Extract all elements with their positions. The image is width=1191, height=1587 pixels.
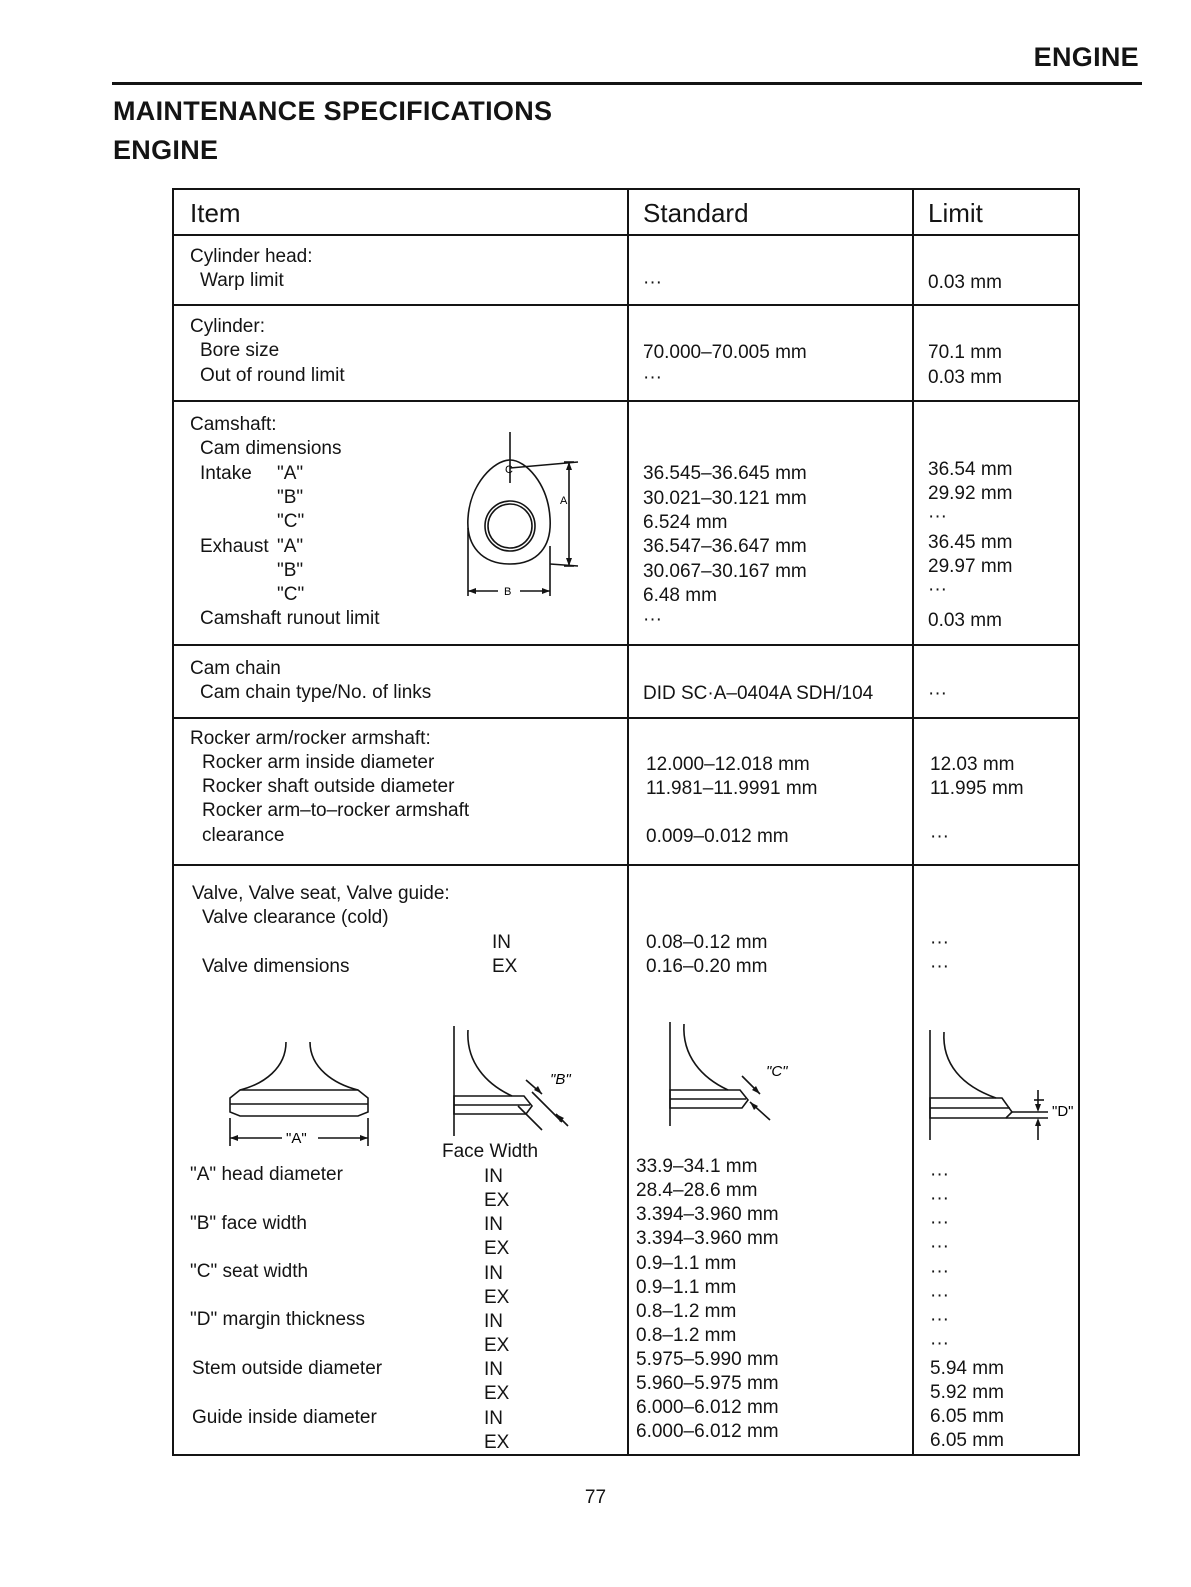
bore-size-label: Bore size bbox=[200, 340, 280, 361]
stem-od-in-limit: 5.94 mm bbox=[930, 1358, 1004, 1379]
camshaft-runout-label: Camshaft runout limit bbox=[200, 608, 380, 629]
exhaust-b-limit: 29.97 mm bbox=[928, 556, 1013, 577]
intake-c-label: "C" bbox=[277, 511, 305, 532]
seat-width-ex-limit: ··· bbox=[930, 1285, 949, 1306]
intake-a-standard: 36.545–36.645 mm bbox=[643, 463, 807, 484]
guide-id-label: Guide inside diameter bbox=[192, 1407, 377, 1428]
header-rule bbox=[112, 82, 1142, 85]
row-divider bbox=[174, 717, 1078, 719]
spec-table bbox=[172, 188, 1080, 1456]
section-header: ENGINE bbox=[1033, 42, 1139, 72]
row-divider bbox=[174, 864, 1078, 866]
head-diameter-in-standard: 33.9–34.1 mm bbox=[636, 1156, 758, 1177]
page-number: 77 bbox=[584, 1487, 607, 1508]
exhaust-label: Exhaust bbox=[200, 536, 269, 557]
intake-b-label: "B" bbox=[277, 487, 304, 508]
valve-clearance-in: IN bbox=[492, 932, 511, 953]
stem-od-ex-limit: 5.92 mm bbox=[930, 1382, 1004, 1403]
bore-size-limit: 70.1 mm bbox=[928, 342, 1002, 363]
rocker-shaft-od-limit: 11.995 mm bbox=[930, 778, 1024, 799]
valve-fig-c-label: "C" bbox=[766, 1063, 788, 1080]
seat-width-label: "C" seat width bbox=[190, 1261, 309, 1282]
cam-fig-b-letter: B bbox=[504, 586, 512, 598]
cam-chain-type-label: Cam chain type/No. of links bbox=[200, 682, 432, 703]
margin-thickness-ex-standard: 0.8–1.2 mm bbox=[636, 1325, 737, 1346]
guide-id-ex-limit: 6.05 mm bbox=[930, 1430, 1004, 1451]
cam-fig-c-letter: C bbox=[505, 464, 513, 476]
cam-chain-type-standard: DID SC·A–0404A SDH/104 bbox=[643, 683, 874, 704]
column-header-standard: Standard bbox=[643, 198, 749, 228]
cylinder-heading: Cylinder: bbox=[190, 316, 265, 337]
face-width-caption: Face Width bbox=[442, 1141, 539, 1162]
intake-b-limit: 29.92 mm bbox=[928, 483, 1013, 504]
column-header-limit: Limit bbox=[928, 198, 983, 228]
camshaft-runout-standard: ··· bbox=[643, 609, 662, 630]
exhaust-b-label: "B" bbox=[277, 560, 304, 581]
rocker-shaft-od-standard: 11.981–11.9991 mm bbox=[646, 778, 818, 799]
guide-id-in: IN bbox=[484, 1408, 503, 1429]
face-width-in-standard: 3.394–3.960 mm bbox=[636, 1204, 779, 1225]
out-of-round-label: Out of round limit bbox=[200, 365, 345, 386]
col-divider-standard bbox=[627, 190, 629, 1454]
valve-fig-b-label: "B" bbox=[550, 1071, 571, 1088]
face-width-label: "B" face width bbox=[190, 1213, 307, 1234]
stem-od-in: IN bbox=[484, 1359, 503, 1380]
valve-clearance-label: Valve clearance (cold) bbox=[202, 907, 389, 928]
camshaft-heading: Camshaft: bbox=[190, 414, 277, 435]
page-title: MAINTENANCE SPECIFICATIONS bbox=[113, 96, 553, 126]
head-diameter-ex-limit: ··· bbox=[930, 1188, 949, 1209]
warp-limit-value: 0.03 mm bbox=[928, 272, 1002, 293]
valve-face-width-diagram bbox=[446, 1022, 596, 1142]
intake-c-standard: 6.524 mm bbox=[643, 512, 728, 533]
valve-clearance-ex: EX bbox=[492, 956, 518, 977]
face-width-in-limit: ··· bbox=[930, 1212, 949, 1233]
intake-b-standard: 30.021–30.121 mm bbox=[643, 488, 807, 509]
face-width-ex: EX bbox=[484, 1238, 510, 1259]
valve-clearance-in-limit: ··· bbox=[930, 932, 949, 953]
seat-width-in: IN bbox=[484, 1263, 503, 1284]
valve-clearance-in-standard: 0.08–0.12 mm bbox=[646, 932, 768, 953]
rocker-heading: Rocker arm/rocker armshaft: bbox=[190, 728, 431, 749]
exhaust-a-label: "A" bbox=[277, 536, 304, 557]
valve-head-diameter-diagram bbox=[224, 1028, 374, 1158]
header-divider bbox=[174, 234, 1078, 236]
warp-limit-standard: ··· bbox=[643, 272, 662, 293]
guide-id-ex-standard: 6.000–6.012 mm bbox=[636, 1421, 779, 1442]
margin-thickness-in-limit: ··· bbox=[930, 1309, 949, 1330]
warp-limit-label: Warp limit bbox=[200, 270, 284, 291]
col-divider-limit bbox=[912, 190, 914, 1454]
seat-width-ex: EX bbox=[484, 1287, 510, 1308]
face-width-ex-standard: 3.394–3.960 mm bbox=[636, 1228, 779, 1249]
out-of-round-limit: 0.03 mm bbox=[928, 367, 1002, 388]
margin-thickness-ex-limit: ··· bbox=[930, 1333, 949, 1354]
margin-thickness-label: "D" margin thickness bbox=[190, 1309, 366, 1330]
head-diameter-ex: EX bbox=[484, 1190, 510, 1211]
valve-seat-width-diagram bbox=[662, 1016, 812, 1136]
guide-id-in-standard: 6.000–6.012 mm bbox=[636, 1397, 779, 1418]
head-diameter-label: "A" head diameter bbox=[190, 1164, 343, 1185]
rocker-shaft-od-label: Rocker shaft outside diameter bbox=[202, 776, 455, 797]
page-subtitle: ENGINE bbox=[113, 135, 219, 165]
seat-width-ex-standard: 0.9–1.1 mm bbox=[636, 1277, 737, 1298]
valve-dimensions-label: Valve dimensions bbox=[202, 956, 350, 977]
stem-od-ex: EX bbox=[484, 1383, 510, 1404]
valve-clearance-ex-limit: ··· bbox=[930, 956, 949, 977]
bore-size-standard: 70.000–70.005 mm bbox=[643, 342, 807, 363]
rocker-clearance-standard: 0.009–0.012 mm bbox=[646, 826, 789, 847]
cam-chain-type-limit: ··· bbox=[928, 683, 947, 704]
row-divider bbox=[174, 304, 1078, 306]
margin-thickness-in: IN bbox=[484, 1311, 503, 1332]
guide-id-ex: EX bbox=[484, 1432, 510, 1453]
rocker-clearance-label-2: clearance bbox=[202, 825, 285, 846]
guide-id-in-limit: 6.05 mm bbox=[930, 1406, 1004, 1427]
rocker-arm-id-limit: 12.03 mm bbox=[930, 754, 1015, 775]
valve-fig-d-label: "D" bbox=[1052, 1103, 1074, 1120]
margin-thickness-ex: EX bbox=[484, 1335, 510, 1356]
intake-a-limit: 36.54 mm bbox=[928, 459, 1013, 480]
intake-label: Intake bbox=[200, 463, 252, 484]
cam-fig-a-letter: A bbox=[560, 495, 568, 507]
cam-chain-heading: Cam chain bbox=[190, 658, 281, 679]
exhaust-a-standard: 36.547–36.647 mm bbox=[643, 536, 807, 557]
exhaust-b-standard: 30.067–30.167 mm bbox=[643, 561, 807, 582]
cylinder-head-heading: Cylinder head: bbox=[190, 246, 313, 267]
cam-lobe-diagram bbox=[454, 428, 594, 608]
exhaust-c-limit: ··· bbox=[928, 579, 947, 600]
valve-fig-a-label: "A" bbox=[286, 1130, 307, 1147]
face-width-ex-limit: ··· bbox=[930, 1236, 949, 1257]
head-diameter-in: IN bbox=[484, 1166, 503, 1187]
stem-od-label: Stem outside diameter bbox=[192, 1358, 383, 1379]
exhaust-a-limit: 36.45 mm bbox=[928, 532, 1013, 553]
exhaust-c-label: "C" bbox=[277, 584, 305, 605]
column-header-item: Item bbox=[190, 198, 241, 228]
intake-a-label: "A" bbox=[277, 463, 304, 484]
head-diameter-in-limit: ··· bbox=[930, 1164, 949, 1185]
rocker-clearance-label-1: Rocker arm–to–rocker armshaft bbox=[202, 800, 470, 821]
out-of-round-standard: ··· bbox=[643, 367, 662, 388]
rocker-arm-id-label: Rocker arm inside diameter bbox=[202, 752, 435, 773]
valve-margin-thickness-diagram bbox=[926, 1024, 1086, 1144]
rocker-arm-id-standard: 12.000–12.018 mm bbox=[646, 754, 810, 775]
row-divider bbox=[174, 644, 1078, 646]
stem-od-ex-standard: 5.960–5.975 mm bbox=[636, 1373, 779, 1394]
intake-c-limit: ··· bbox=[928, 506, 947, 527]
cam-dimensions-label: Cam dimensions bbox=[200, 438, 342, 459]
seat-width-in-standard: 0.9–1.1 mm bbox=[636, 1253, 737, 1274]
margin-thickness-in-standard: 0.8–1.2 mm bbox=[636, 1301, 737, 1322]
face-width-in: IN bbox=[484, 1214, 503, 1235]
camshaft-runout-limit: 0.03 mm bbox=[928, 610, 1002, 631]
rocker-clearance-limit: ··· bbox=[930, 826, 949, 847]
valve-heading: Valve, Valve seat, Valve guide: bbox=[192, 883, 450, 904]
seat-width-in-limit: ··· bbox=[930, 1261, 949, 1282]
valve-clearance-ex-standard: 0.16–0.20 mm bbox=[646, 956, 768, 977]
stem-od-in-standard: 5.975–5.990 mm bbox=[636, 1349, 779, 1370]
row-divider bbox=[174, 400, 1078, 402]
exhaust-c-standard: 6.48 mm bbox=[643, 585, 717, 606]
head-diameter-ex-standard: 28.4–28.6 mm bbox=[636, 1180, 758, 1201]
